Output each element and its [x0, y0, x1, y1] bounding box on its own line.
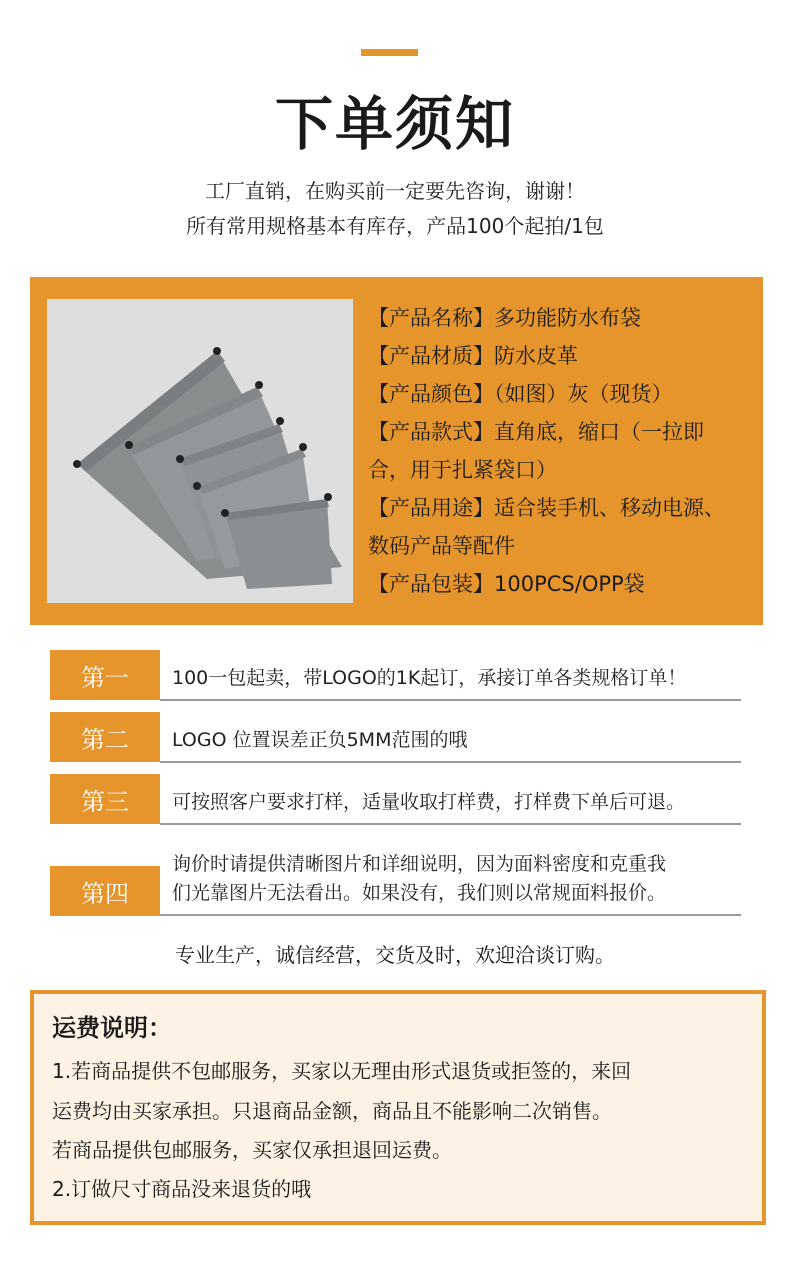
shipping-line-4: 2.订做尺寸商品没来退货的哦 [52, 1177, 312, 1201]
rule-divider-3 [160, 823, 741, 825]
shipping-line-1: 1.若商品提供不包邮服务，买家以无理由形式退货或拒签的，来回 [52, 1059, 632, 1083]
rule-divider-2 [160, 761, 741, 763]
rule-divider-1 [160, 699, 741, 701]
spec-style: 【产品款式】直角底，缩口（一拉即 [368, 420, 704, 444]
rule-tag-4: 第四 [50, 866, 160, 916]
rule-row-1 [50, 650, 741, 702]
shipping-line-3: 若商品提供包邮服务，买家仅承担退回运费。 [52, 1138, 452, 1162]
product-spec-list [368, 299, 763, 603]
rule-row-2 [50, 712, 741, 764]
rule-row-4 [50, 846, 741, 918]
rule-tag-3: 第三 [50, 774, 160, 824]
shipping-line-2: 运费均由买家承担。只退商品金额，商品且不能影响二次销售。 [52, 1099, 612, 1123]
intro-line-1: 工厂直销，在购买前一定要先咨询，谢谢！ [205, 179, 585, 203]
spec-color: 【产品颜色】（如图）灰（现货） [368, 382, 673, 406]
rule-text-4-line-1: 询价时请提供清晰图片和详细说明，因为面料密度和克重我 [172, 853, 667, 875]
rule-tag-1: 第一 [50, 650, 160, 700]
spec-usage-cont: 数码产品等配件 [368, 534, 515, 558]
slogan: 专业生产，诚信经营，交货及时，欢迎洽谈订购。 [175, 943, 615, 967]
rule-text-4-line-2: 们光靠图片无法看出。如果没有，我们则以常规面料报价。 [172, 882, 667, 904]
intro-line-2: 所有常用规格基本有库存，产品100个起拍/1包 [186, 214, 604, 238]
spec-style-cont: 合，用于扎紧袋口） [368, 458, 557, 482]
product-photo [47, 299, 353, 603]
rule-row-3 [50, 774, 741, 826]
shipping-notice-box [30, 990, 766, 1225]
spec-material: 【产品材质】防水皮革 [368, 344, 578, 368]
shipping-title: 运费说明： [52, 1014, 172, 1042]
spec-packaging: 【产品包装】100PCS/OPP袋 [368, 572, 645, 596]
rule-text-3: 可按照客户要求打样，适量收取打样费，打样费下单后可退。 [172, 791, 686, 813]
product-info-panel [30, 277, 763, 625]
page-title: 下单须知 [274, 90, 515, 158]
rule-text-1: 100一包起卖，带LOGO的1K起订，承接订单各类规格订单！ [172, 667, 687, 689]
spec-product-name: 【产品名称】多功能防水布袋 [368, 306, 641, 330]
rule-tag-2: 第二 [50, 712, 160, 762]
gray-drawstring-bags-image [47, 299, 353, 603]
rule-text-2: LOGO 位置误差正负5MM范围的哦 [172, 729, 468, 751]
rule-divider-4 [160, 914, 741, 916]
title-accent-bar [361, 49, 418, 56]
spec-usage: 【产品用途】适合装手机、移动电源、 [368, 496, 725, 520]
